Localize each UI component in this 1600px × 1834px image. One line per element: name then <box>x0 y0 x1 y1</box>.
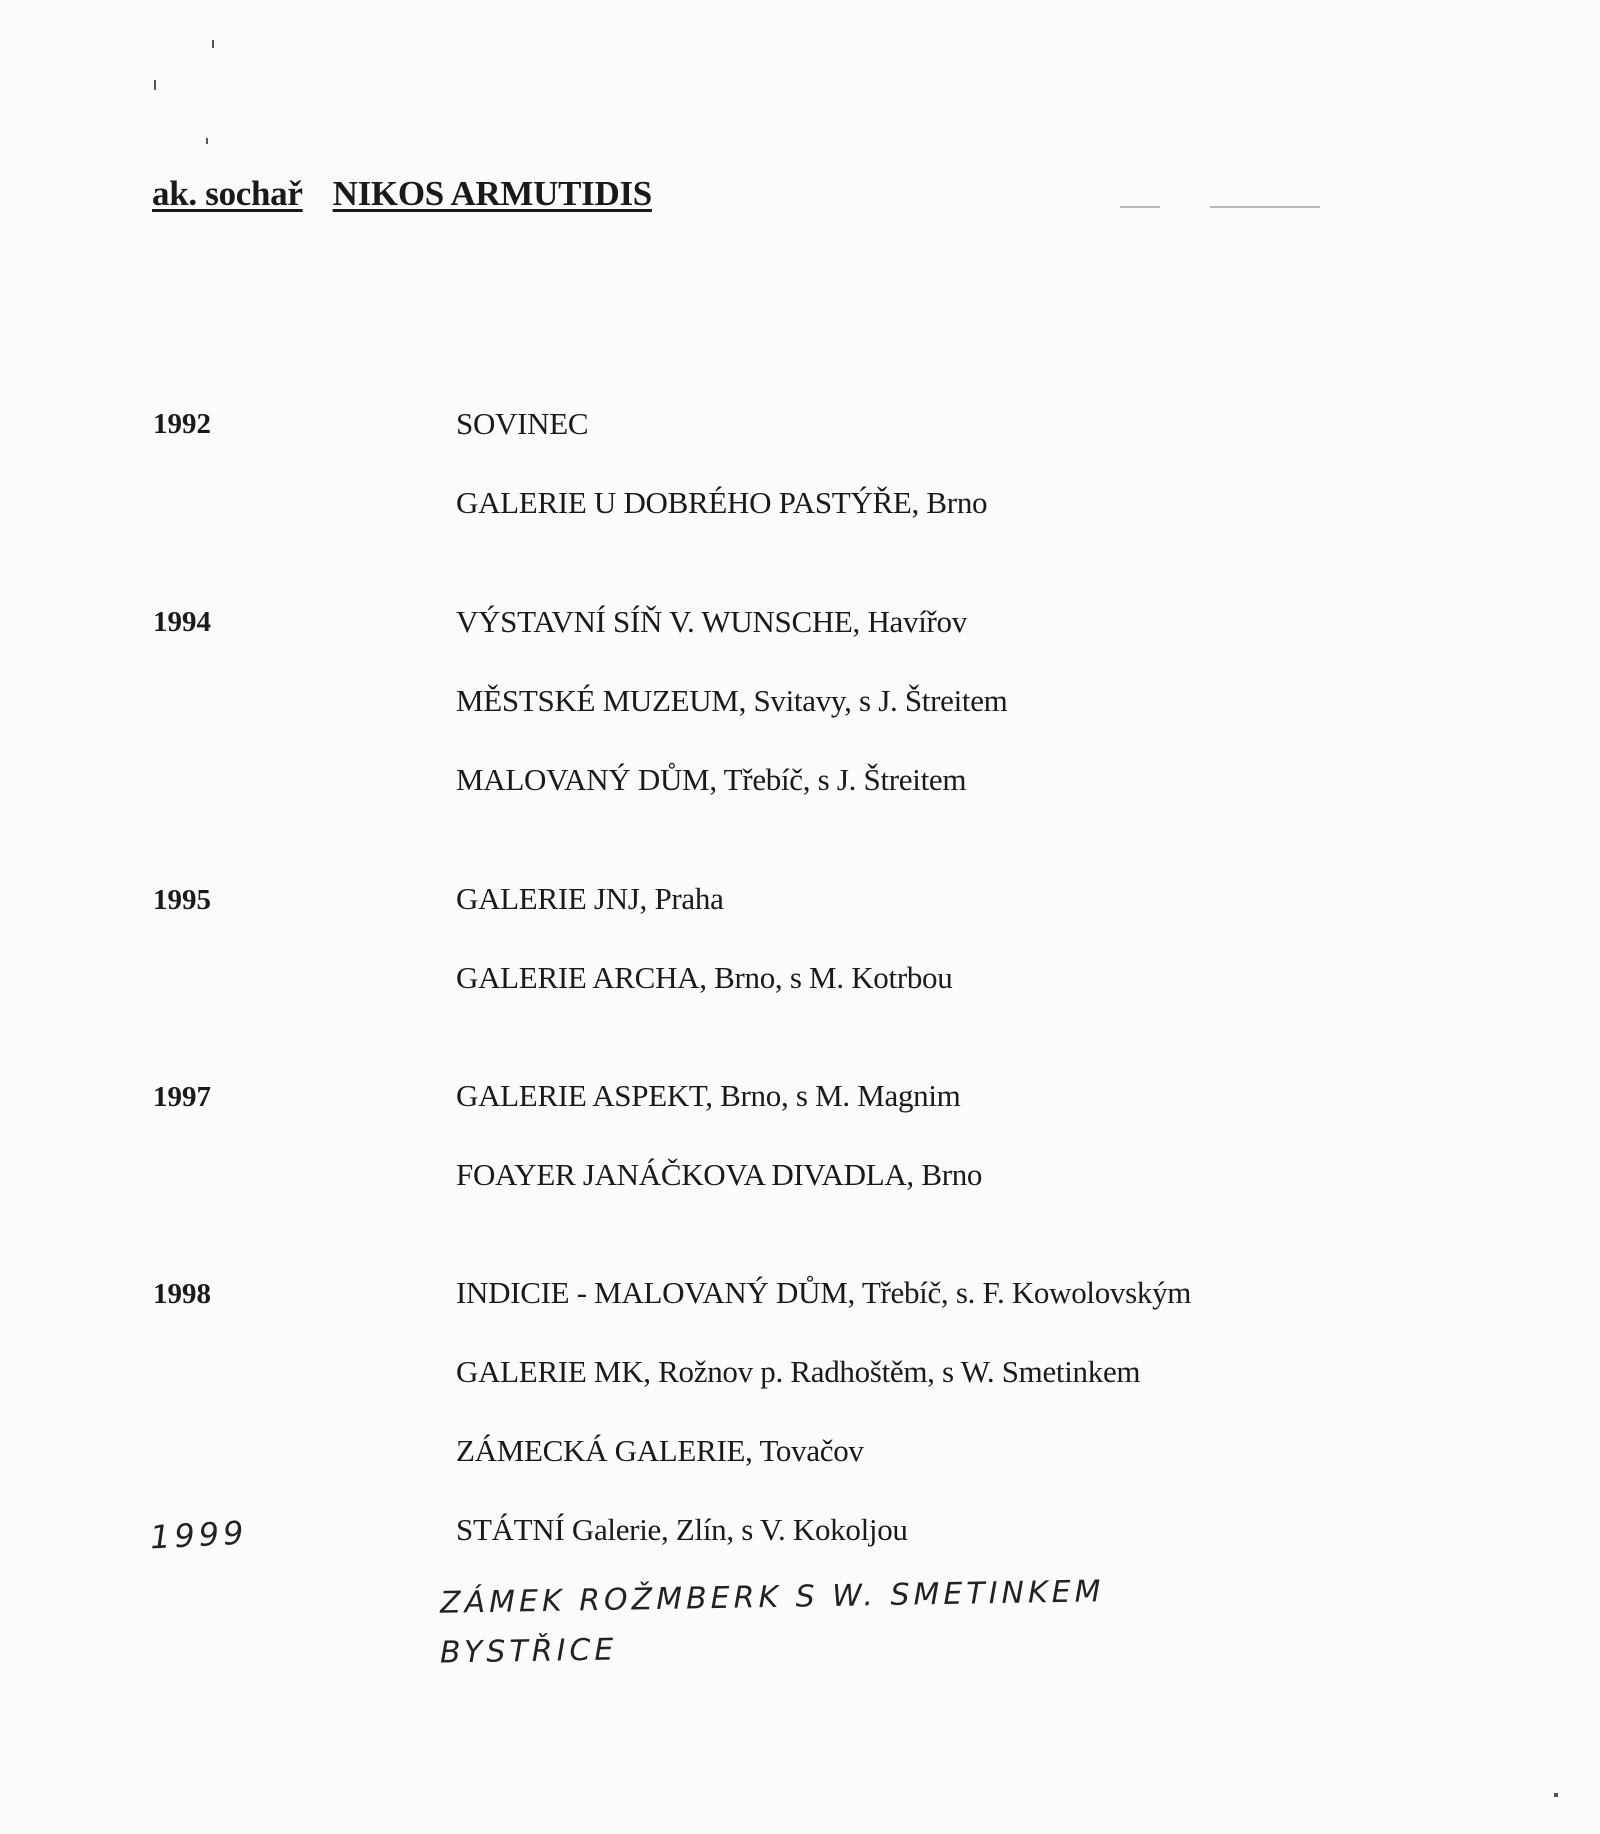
exhibition-entry: GALERIE ARCHA, Brno, s M. Kotrbou <box>456 960 953 995</box>
scan-dash <box>1120 206 1160 208</box>
exhibition-entry: VÝSTAVNÍ SÍŇ V. WUNSCHE, Havířov <box>456 604 967 639</box>
exhibition-entry: MALOVANÝ DŮM, Třebíč, s J. Štreitem <box>456 762 967 797</box>
exhibition-entry: GALERIE ASPEKT, Brno, s M. Magnim <box>456 1078 961 1113</box>
year-label: 1997 <box>153 1081 211 1113</box>
exhibition-entry: GALERIE JNJ, Praha <box>456 881 724 916</box>
handwritten-year: 1999 <box>149 1513 249 1557</box>
exhibition-entry: MĚSTSKÉ MUZEUM, Svitavy, s J. Štreitem <box>456 683 1008 718</box>
exhibition-entry: INDICIE - MALOVANÝ DŮM, Třebíč, s. F. Kowolovským <box>456 1275 1192 1310</box>
exhibition-entry: FOAYER JANÁČKOVA DIVADLA, Brno <box>456 1157 983 1192</box>
year-label: 1994 <box>153 606 211 638</box>
title-name: NIKOS ARMUTIDIS <box>332 174 652 213</box>
year-label: 1992 <box>153 408 211 440</box>
exhibition-entry: GALERIE MK, Rožnov p. Radhoštěm, s W. Smetinkem <box>456 1354 1141 1389</box>
exhibition-entry: SOVINEC <box>456 406 589 441</box>
handwritten-note-line2: BYSTŘICE <box>439 1632 618 1671</box>
exhibition-entry: ZÁMECKÁ GALERIE, Tovačov <box>456 1433 864 1468</box>
scan-speck <box>212 40 214 48</box>
handwritten-note-line1: ZÁMEK ROŽMBERK S W. SMETINKEM <box>439 1574 1105 1621</box>
year-label: 1998 <box>153 1278 211 1310</box>
scan-speck <box>206 138 208 144</box>
exhibition-entry: STÁTNÍ Galerie, Zlín, s V. Kokoljou <box>456 1512 908 1547</box>
exhibition-entry: GALERIE U DOBRÉHO PASTÝŘE, Brno <box>456 485 988 520</box>
scan-dash <box>1210 206 1320 208</box>
scan-speck <box>154 80 156 90</box>
scan-speck <box>1554 1793 1558 1797</box>
year-label: 1995 <box>153 884 211 916</box>
document-title <box>152 174 652 214</box>
title-prefix: ak. sochař <box>152 174 303 213</box>
